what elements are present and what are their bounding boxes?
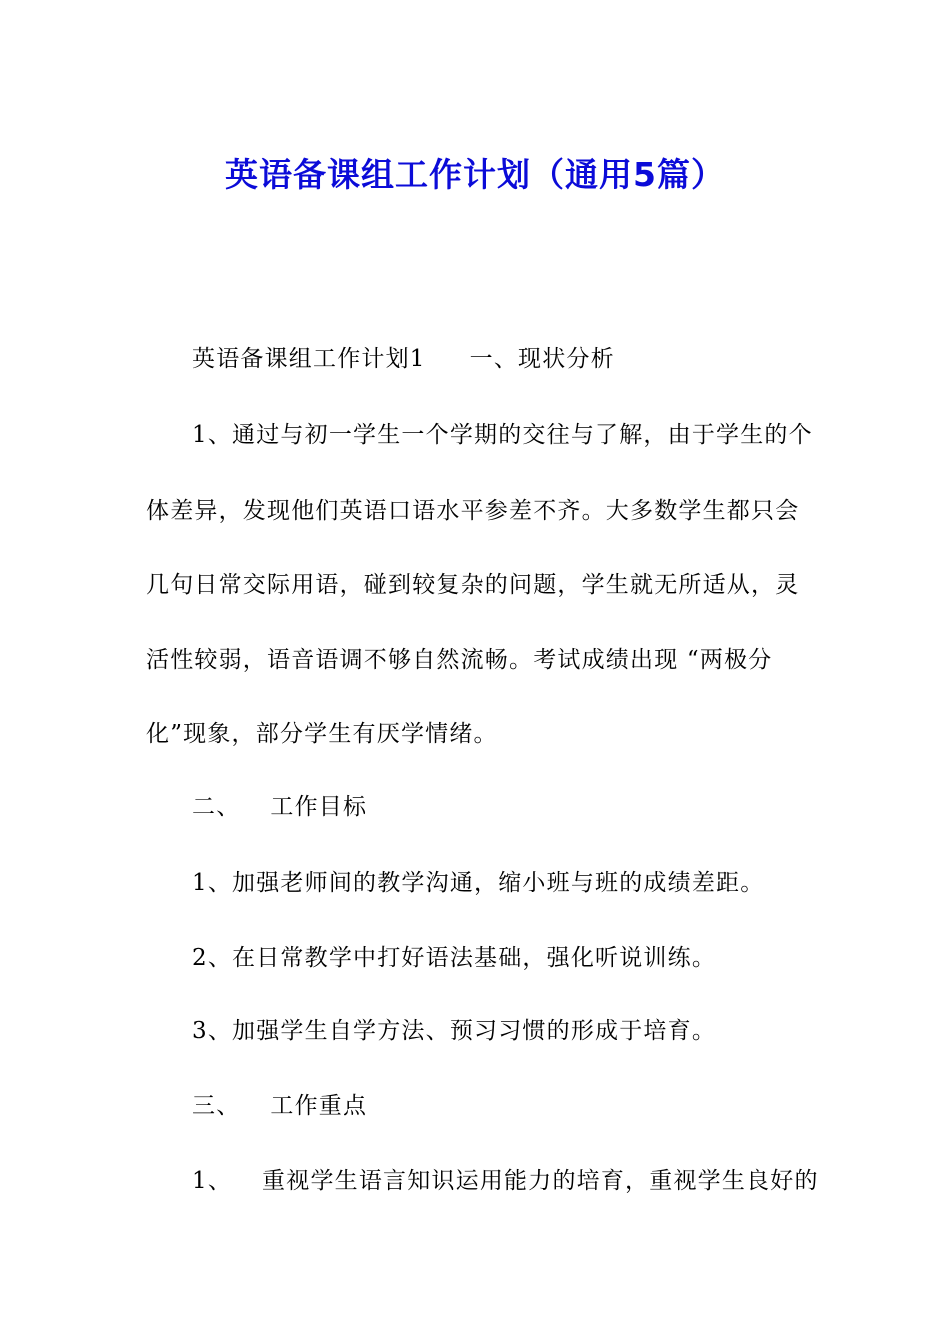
section-heading-goals <box>192 790 367 824</box>
list-item: 3、加强学生自学方法、预习习惯的形成于培育。 <box>192 1018 717 1044</box>
list-number: 1、 <box>192 1168 233 1194</box>
paragraph-line: 化”现象，部分学生有厌学情绪。 <box>146 721 498 747</box>
list-item: 1、加强老师间的教学沟通，缩小班与班的成绩差距。 <box>192 870 765 896</box>
paragraph-line: 体差异，发现他们英语口语水平参差不齐。大多数学生都只会 <box>146 498 800 524</box>
paragraph-line: 几句日常交际用语，碰到较复杂的问题，学生就无所适从，灵 <box>146 572 800 598</box>
paragraph-line: 活性较弱，语音语调不够自然流畅。考试成绩出现 “两极分 <box>146 647 773 673</box>
plan-number-label: 英语备课组工作计划1 <box>192 346 426 372</box>
section-heading-focus <box>192 1089 367 1123</box>
list-item <box>192 1164 819 1198</box>
section-number: 三、 <box>192 1093 241 1119</box>
list-text: 重视学生语言知识运用能力的培育，重视学生良好的 <box>262 1168 819 1194</box>
section-title: 工作目标 <box>270 794 368 820</box>
list-item: 2、在日常教学中打好语法基础，强化听说训练。 <box>192 945 717 971</box>
paragraph-plan-heading <box>192 342 615 376</box>
paragraph-line: 1、通过与初一学生一个学期的交往与了解，由于学生的个 <box>192 422 813 448</box>
section-title: 工作重点 <box>270 1093 368 1119</box>
section-number: 二、 <box>192 794 241 820</box>
section-heading-status-analysis: 一、现状分析 <box>469 346 615 372</box>
document-title: 英语备课组工作计划（通用5篇） <box>225 155 725 195</box>
